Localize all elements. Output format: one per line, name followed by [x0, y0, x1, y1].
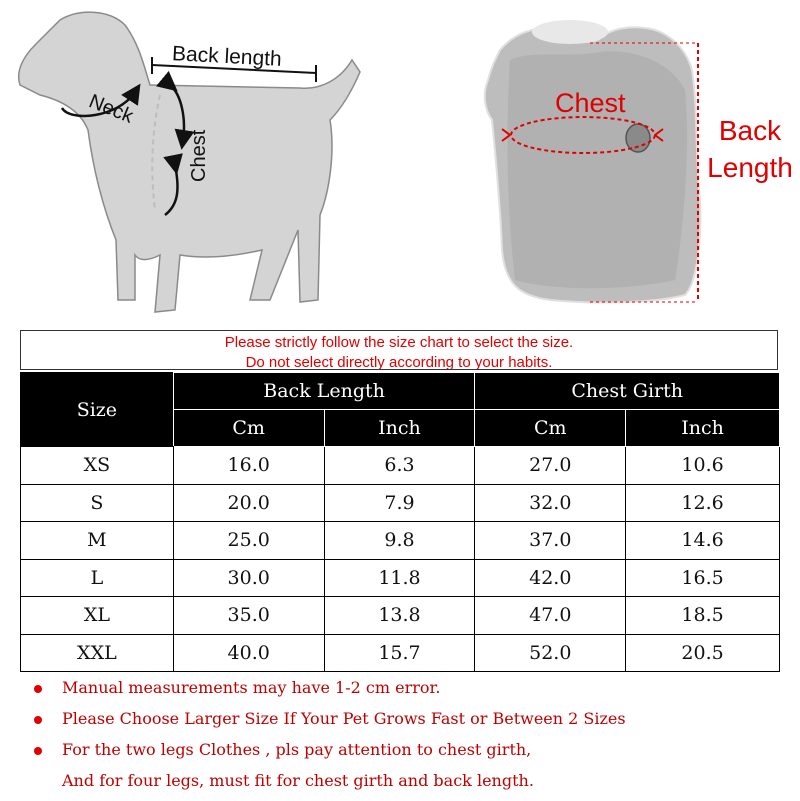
size-cell: S: [21, 484, 174, 522]
bullet-icon: [34, 716, 42, 724]
chest-inch-cell: 20.5: [626, 634, 780, 672]
note-text: And for four legs, must fit for chest girth and back length.: [62, 771, 534, 790]
size-cell: XXL: [21, 634, 174, 672]
chest-cm-cell: 42.0: [475, 559, 626, 597]
size-notice-box: [20, 330, 778, 370]
back-cm-cell: 40.0: [173, 634, 324, 672]
dog-chest-label: Chest: [188, 129, 210, 182]
table-row: [21, 484, 780, 522]
back-cm-cell: 20.0: [173, 484, 324, 522]
back-cm-cell: 16.0: [173, 447, 324, 485]
chest-inch-cell: 18.5: [626, 597, 780, 635]
back-cm-cell: 35.0: [173, 597, 324, 635]
back-cm-header: Cm: [173, 410, 324, 447]
back-inch-header: Inch: [324, 410, 475, 447]
chest-inch-cell: 10.6: [626, 447, 780, 485]
measurement-notes: [34, 677, 794, 801]
size-cell: XL: [21, 597, 174, 635]
note-text: Please Choose Larger Size If Your Pet Grows Fast or Between 2 Sizes: [62, 709, 626, 728]
back-inch-cell: 13.8: [324, 597, 475, 635]
sweater-measurement-illustration: [470, 0, 800, 325]
dog-neck-label: Neck: [85, 90, 137, 128]
dog-measurement-illustration: [0, 0, 370, 325]
table-row: [21, 522, 780, 560]
note-text: Manual measurements may have 1-2 cm error.: [62, 678, 441, 697]
chest-inch-cell: 12.6: [626, 484, 780, 522]
back-inch-cell: 6.3: [324, 447, 475, 485]
notice-line-1: Please strictly follow the size chart to select the size.: [224, 334, 574, 351]
note-item: [34, 739, 794, 770]
table-row: [21, 559, 780, 597]
back-cm-cell: 30.0: [173, 559, 324, 597]
dog-back-length-label: Back length: [171, 42, 283, 71]
sweater-back-length-label: Back Length: [707, 115, 793, 183]
chest-cm-cell: 32.0: [475, 484, 626, 522]
chest-inch-header: Inch: [626, 410, 780, 447]
back-cm-cell: 25.0: [173, 522, 324, 560]
back-inch-cell: 9.8: [324, 522, 475, 560]
chest-cm-cell: 37.0: [475, 522, 626, 560]
table-row: [21, 447, 780, 485]
back-length-group-header: Back Length: [173, 373, 475, 410]
chest-inch-cell: 16.5: [626, 559, 780, 597]
bullet-icon: [34, 685, 42, 693]
back-inch-cell: 7.9: [324, 484, 475, 522]
table-row: [21, 597, 780, 635]
back-inch-cell: 15.7: [324, 634, 475, 672]
note-text: For the two legs Clothes , pls pay attention to chest girth,: [62, 740, 532, 759]
chest-cm-cell: 27.0: [475, 447, 626, 485]
notice-line-2: Do not select directly according to your habits.: [245, 354, 553, 370]
size-cell: XS: [21, 447, 174, 485]
sweater-chest-label: Chest: [555, 88, 626, 118]
back-inch-cell: 11.8: [324, 559, 475, 597]
chest-girth-group-header: Chest Girth: [475, 373, 780, 410]
note-item: [34, 708, 794, 739]
note-item: [34, 677, 794, 708]
chest-cm-cell: 47.0: [475, 597, 626, 635]
size-cell: L: [21, 559, 174, 597]
size-chart-table: [20, 372, 780, 672]
size-column-header: Size: [21, 373, 174, 447]
chest-cm-cell: 52.0: [475, 634, 626, 672]
chest-cm-header: Cm: [475, 410, 626, 447]
note-item: [34, 770, 794, 801]
size-cell: M: [21, 522, 174, 560]
table-row: [21, 634, 780, 672]
bullet-icon: [34, 747, 42, 755]
chest-inch-cell: 14.6: [626, 522, 780, 560]
